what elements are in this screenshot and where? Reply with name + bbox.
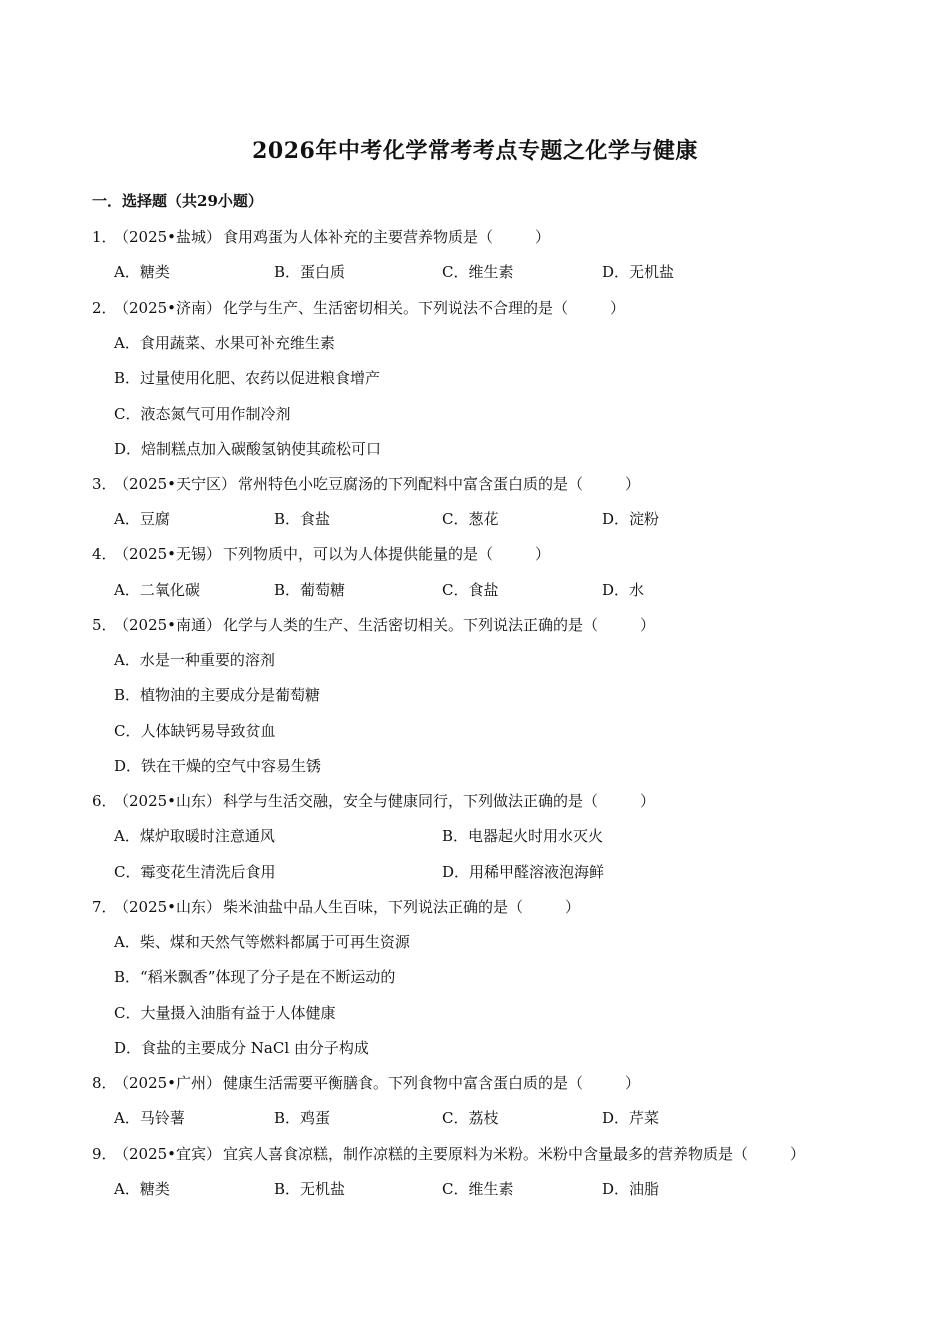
question-1: 1．（2025•盐城） 食用鸡蛋为人体补充的主要营养物质是（ ） [92, 228, 551, 246]
option-d: D．无机盐 [602, 263, 675, 281]
document-title: 2026年中考化学常考考点专题之化学与健康 [252, 138, 698, 164]
option-c: C．荔枝 [442, 1109, 499, 1127]
option-a: A．豆腐 [114, 510, 170, 528]
option-a: A．糖类 [114, 263, 170, 281]
option-d: D．芹菜 [602, 1109, 660, 1127]
question-7: 7．（2025•山东） 柴米油盐中品人生百味，下列说法正确的是（ ） [92, 898, 581, 916]
option-b: B．植物油的主要成分是葡萄糖 [114, 686, 321, 704]
option-a: A．糖类 [114, 1180, 170, 1198]
option-d: D．焙制糕点加入碳酸氢钠使其疏松可口 [114, 440, 382, 458]
option-c: C．液态氮气可用作制冷剂 [114, 405, 291, 423]
option-c: C．葱花 [442, 510, 499, 528]
question-3: 3．（2025•天宁区） 常州特色小吃豆腐汤的下列配料中富含蛋白质的是（ ） [92, 475, 641, 493]
question-9: 9．（2025•宜宾） 宜宾人喜食凉糕，制作凉糕的主要原料为米粉。米粉中含量最多的营养物质是（ ） [92, 1145, 806, 1163]
option-a: A．水是一种重要的溶剂 [114, 651, 275, 669]
question-4: 4．（2025•无锡） 下列物质中，可以为人体提供能量的是（ ） [92, 545, 551, 563]
option-c: C．维生素 [442, 1180, 514, 1198]
option-b: B．食盐 [274, 510, 331, 528]
option-c: C．维生素 [442, 263, 514, 281]
option-c: C．食盐 [442, 581, 499, 599]
option-a: A．柴、煤和天然气等燃料都属于可再生资源 [114, 933, 410, 951]
question-8: 8．（2025•广州） 健康生活需要平衡膳食。下列食物中富含蛋白质的是（ ） [92, 1074, 641, 1092]
option-a: A．马铃薯 [114, 1109, 185, 1127]
question-2: 2．（2025•济南） 化学与生产、生活密切相关。下列说法不合理的是（ ） [92, 299, 626, 317]
option-b: B．“稻米飘香”体现了分子是在不断运动的 [114, 968, 396, 986]
option-a: A．食用蔬菜、水果可补充维生素 [114, 334, 335, 352]
option-b: B．电器起火时用水灭火 [442, 827, 604, 845]
option-d: D．油脂 [602, 1180, 660, 1198]
option-b: B．无机盐 [274, 1180, 346, 1198]
option-b: B．葡萄糖 [274, 581, 346, 599]
option-b: B．过量使用化肥、农药以促进粮食增产 [114, 369, 381, 387]
option-c: C．人体缺钙易导致贫血 [114, 722, 276, 740]
question-5: 5．（2025•南通） 化学与人类的生产、生活密切相关。下列说法正确的是（ ） [92, 616, 656, 634]
option-d: D．水 [602, 581, 645, 599]
option-d: D．食盐的主要成分 NaCl 由分子构成 [114, 1039, 369, 1057]
option-c: C．霉变花生清洗后食用 [114, 863, 276, 881]
option-d: D．淀粉 [602, 510, 660, 528]
option-b: B．鸡蛋 [274, 1109, 331, 1127]
option-d: D．用稀甲醛溶液泡海鲜 [442, 863, 605, 881]
section-heading: 一．选择题（共29小题） [92, 192, 263, 210]
option-b: B．蛋白质 [274, 263, 346, 281]
option-c: C．大量摄入油脂有益于人体健康 [114, 1004, 336, 1022]
option-d: D．铁在干燥的空气中容易生锈 [114, 757, 322, 775]
option-a: A．二氧化碳 [114, 581, 200, 599]
question-6: 6．（2025•山东） 科学与生活交融，安全与健康同行，下列做法正确的是（ ） [92, 792, 656, 810]
option-a: A．煤炉取暖时注意通风 [114, 827, 275, 845]
